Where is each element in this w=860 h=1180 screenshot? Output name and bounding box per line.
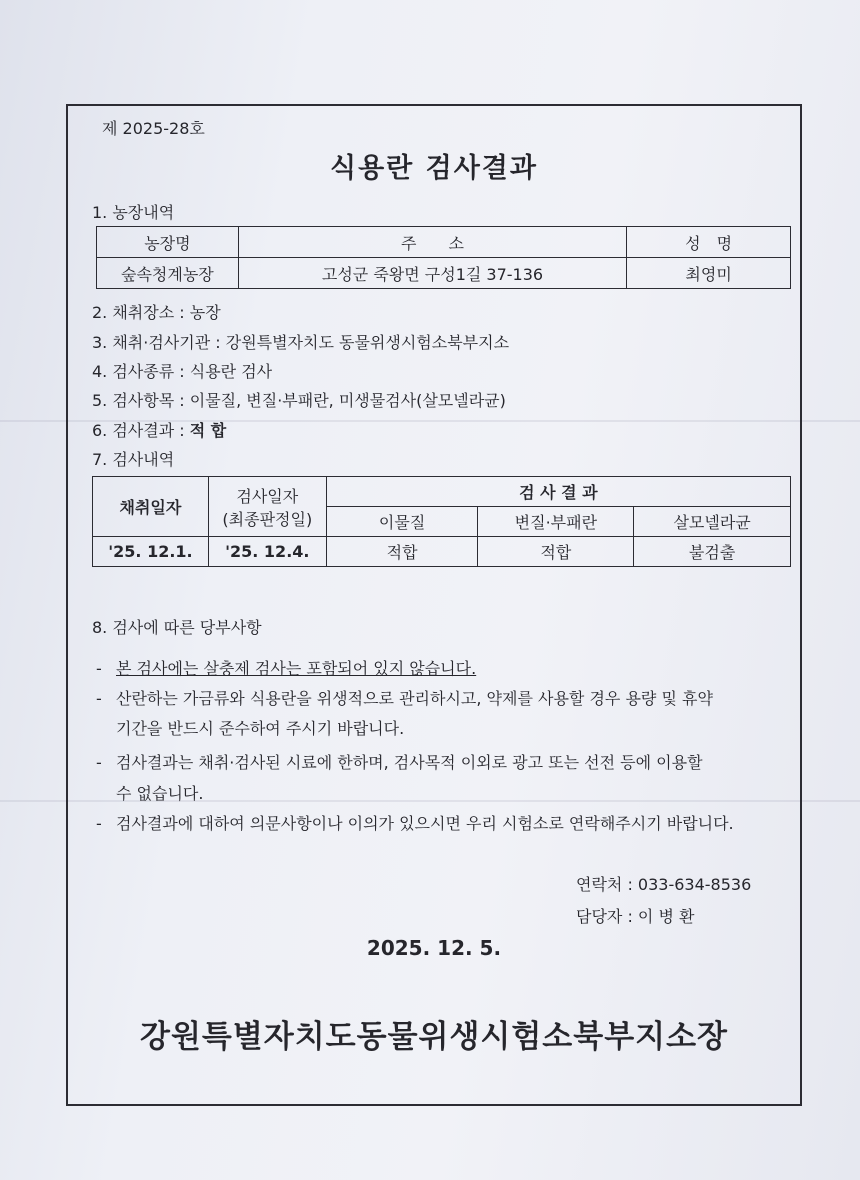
section8-heading: 8. 검사에 따른 당부사항: [92, 618, 262, 637]
result-value: 적 합: [189, 421, 227, 440]
sample-date: '25. 12.1.: [93, 537, 209, 567]
note-item: - 본 검사에는 살충제 검사는 포함되어 있지 않습니다.: [96, 659, 477, 678]
header-sample-date: 채취일자: [93, 477, 209, 537]
salmonella-result: 불검출: [634, 537, 791, 567]
document-title: 식용란 검사결과: [330, 153, 538, 184]
spoiled-eggs-result: 적합: [478, 537, 634, 567]
table-header-row: [97, 227, 791, 258]
note-item: - 검사결과에 대하여 의문사항이나 이의가 있으시면 우리 시험소로 연락해주시기 바랍니다.: [96, 814, 734, 833]
header-address: 주 소: [238, 227, 626, 258]
header-test-date-sub: (최종판정일): [222, 509, 313, 529]
item-test-result: [92, 418, 226, 441]
note-text: 산란하는 가금류와 식용란을 위생적으로 관리하시고, 약제를 사용할 경우 용량 및 휴약: [116, 689, 713, 708]
document-frame: [66, 104, 802, 1106]
note-item: - 산란하는 가금류와 식용란을 위생적으로 관리하시고, 약제를 사용할 경우 용량 및 휴약: [96, 689, 713, 708]
issuing-organization: 강원특별자치도동물위생시험소북부지소장: [140, 1019, 728, 1055]
item-test-items: 5. 검사항목 : 이물질, 변질·부패란, 미생물검사(살모넬라균): [92, 391, 506, 410]
table-row: [97, 258, 791, 289]
note-text: 본 검사에는 살충제 검사는 포함되어 있지 않습니다.: [116, 659, 477, 678]
farm-name: 숲속청계농장: [97, 258, 239, 289]
foreign-matter-result: 적합: [326, 537, 478, 567]
item-sampling-place: 2. 채취장소 : 농장: [92, 303, 221, 322]
contact-phone: 연락처 : 033-634-8536: [576, 875, 752, 894]
note-text: 검사결과에 대하여 의문사항이나 이의가 있으시면 우리 시험소로 연락해주시기 바랍니다.: [116, 814, 734, 833]
header-result-group: 검 사 결 과: [326, 477, 790, 507]
issue-date: 2025. 12. 5.: [366, 936, 502, 960]
farm-address: 고성군 죽왕면 구성1길 37-136: [238, 258, 626, 289]
note-continuation: [96, 777, 203, 810]
header-test-date: [208, 477, 326, 537]
document-number: 제 2025-28호: [102, 119, 205, 138]
owner-name: 최영미: [627, 258, 791, 289]
farm-info-table: [96, 226, 791, 289]
note-text: 검사결과는 채취·검사된 시료에 한하며, 검사목적 이외로 광고 또는 선전 등에 이용할: [116, 753, 703, 772]
item-testing-agency: 3. 채취·검사기관 : 강원특별자치도 동물위생시험소북부지소: [92, 333, 510, 352]
test-date: '25. 12.4.: [208, 537, 326, 567]
header-owner-name: 성 명: [627, 227, 791, 258]
result-label: 6. 검사결과 :: [92, 421, 190, 440]
note-continuation: [96, 712, 404, 745]
header-farm-name: 농장명: [97, 227, 239, 258]
header-test-date-label: 검사일자: [236, 486, 299, 506]
section1-heading: 1. 농장내역: [92, 203, 175, 222]
table-row: [93, 537, 791, 567]
note-item: - 검사결과는 채취·검사된 시료에 한하며, 검사목적 이외로 광고 또는 선전 등에 이용할: [96, 753, 703, 772]
header-foreign-matter: 이물질: [326, 507, 478, 537]
note-text: 기간을 반드시 준수하여 주시기 바랍니다.: [116, 719, 405, 738]
section7-heading: 7. 검사내역: [92, 450, 175, 469]
header-spoiled-eggs: 변질·부패란: [478, 507, 634, 537]
header-salmonella: 살모넬라균: [634, 507, 791, 537]
item-test-type: 4. 검사종류 : 식용란 검사: [92, 362, 273, 381]
note-text: 수 없습니다.: [116, 784, 204, 803]
contact-person: 담당자 : 이 병 환: [576, 907, 695, 926]
test-details-table: [92, 476, 791, 567]
